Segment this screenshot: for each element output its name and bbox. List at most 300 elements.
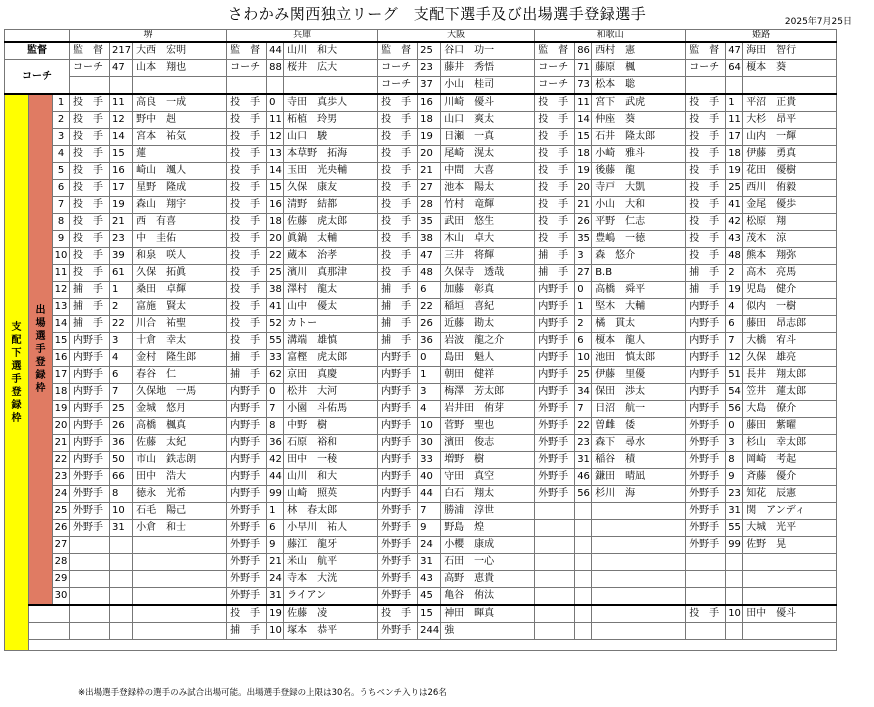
- player-name-4: [743, 623, 837, 640]
- player-number-0: [110, 623, 133, 640]
- player-name-2: 木山 卓大: [441, 231, 535, 248]
- player-name-1: 石原 裕和: [284, 435, 378, 452]
- player-number-0: 7: [110, 384, 133, 401]
- player-position-3: 投 手: [535, 163, 575, 180]
- player-name-0: [133, 623, 227, 640]
- player-number-3: 7: [575, 401, 592, 418]
- player-number-2: 10: [418, 418, 441, 435]
- player-position-4: [686, 623, 726, 640]
- player-number-2: 47: [418, 248, 441, 265]
- player-name-3: [592, 520, 686, 537]
- player-name-4: 久保 雄亮: [743, 350, 837, 367]
- coach-number-0: 47: [110, 60, 133, 77]
- player-name-2: 加藤 彰真: [441, 282, 535, 299]
- player-number-3: [575, 503, 592, 520]
- player-number-3: 25: [575, 367, 592, 384]
- player-position-3: 外野手: [535, 435, 575, 452]
- player-name-4: 大橋 宥斗: [743, 333, 837, 350]
- player-position-3: 投 手: [535, 94, 575, 112]
- player-number-1: 42: [267, 452, 284, 469]
- player-number-1: 31: [267, 588, 284, 606]
- row-number: 2: [53, 112, 70, 129]
- row-number: 15: [53, 333, 70, 350]
- player-name-2: 池本 陽太: [441, 180, 535, 197]
- player-position-2: 捕 手: [378, 333, 418, 350]
- player-name-1: 山中 優太: [284, 299, 378, 316]
- player-name-0: 十倉 幸太: [133, 333, 227, 350]
- player-name-3: [592, 623, 686, 640]
- player-number-4: 23: [726, 486, 743, 503]
- player-name-2: 三井 将輝: [441, 248, 535, 265]
- player-name-1: 寺田 真歩人: [284, 94, 378, 112]
- roster-row: [5, 401, 837, 418]
- player-name-2: 神田 暉真: [441, 605, 535, 623]
- player-number-0: 25: [110, 401, 133, 418]
- player-number-1: 10: [267, 623, 284, 640]
- player-position-4: 外野手: [686, 537, 726, 554]
- player-position-0: 捕 手: [70, 282, 110, 299]
- manager-position-1: 監 督: [227, 42, 267, 60]
- row-number: 3: [53, 129, 70, 146]
- player-number-1: 62: [267, 367, 284, 384]
- player-number-2: 3: [418, 384, 441, 401]
- player-number-3: 18: [575, 146, 592, 163]
- player-number-1: 18: [267, 214, 284, 231]
- player-position-2: 内野手: [378, 418, 418, 435]
- player-name-4: 児島 健介: [743, 282, 837, 299]
- player-position-2: 投 手: [378, 129, 418, 146]
- player-position-0: 内野手: [70, 384, 110, 401]
- player-position-2: 投 手: [378, 112, 418, 129]
- player-number-0: 50: [110, 452, 133, 469]
- roster-row: [5, 418, 837, 435]
- roster-row: [5, 231, 837, 248]
- player-name-2: 菅野 聖也: [441, 418, 535, 435]
- player-position-3: 内野手: [535, 299, 575, 316]
- player-number-4: 17: [726, 129, 743, 146]
- player-number-3: [575, 588, 592, 606]
- roster-row: [5, 571, 837, 588]
- player-position-2: 外野手: [378, 520, 418, 537]
- row-number: 6: [53, 180, 70, 197]
- player-number-1: 99: [267, 486, 284, 503]
- player-number-1: 55: [267, 333, 284, 350]
- player-name-3: 伊藤 里優: [592, 367, 686, 384]
- player-name-3: 石井 隆太郎: [592, 129, 686, 146]
- player-name-1: 溝端 雄慎: [284, 333, 378, 350]
- player-position-0: 投 手: [70, 112, 110, 129]
- player-name-2: 岩波 龍之介: [441, 333, 535, 350]
- coach-number-2: 23: [418, 60, 441, 77]
- player-position-3: 内野手: [535, 384, 575, 401]
- player-number-4: [726, 623, 743, 640]
- player-position-1: 内野手: [227, 418, 267, 435]
- row-number: 5: [53, 163, 70, 180]
- player-name-1: 米山 航平: [284, 554, 378, 571]
- player-position-2: 内野手: [378, 350, 418, 367]
- player-position-1: 外野手: [227, 571, 267, 588]
- player-name-4: 大島 僚介: [743, 401, 837, 418]
- player-name-3: 後藤 龍: [592, 163, 686, 180]
- player-name-1: 柘植 玲男: [284, 112, 378, 129]
- player-position-1: 投 手: [227, 94, 267, 112]
- player-name-2: 増野 樹: [441, 452, 535, 469]
- player-position-3: 投 手: [535, 129, 575, 146]
- player-position-1: 投 手: [227, 180, 267, 197]
- player-position-1: 投 手: [227, 197, 267, 214]
- row-number: 28: [53, 554, 70, 571]
- player-position-4: 内野手: [686, 401, 726, 418]
- roster-row: [5, 180, 837, 197]
- roster-row: [5, 316, 837, 333]
- coach-name-1: 桜井 広大: [284, 60, 378, 77]
- player-number-1: 38: [267, 282, 284, 299]
- player-number-0: 39: [110, 248, 133, 265]
- player-name-4: 藤田 昂志郎: [743, 316, 837, 333]
- registered-roster-text: 支配下選手登録枠: [11, 321, 22, 424]
- roster-row: [5, 588, 837, 606]
- active-roster-text: 出場選手登録枠: [35, 305, 46, 394]
- footnote: ※出場選手登録枠の選手のみ試合出場可能。出場選手登録の上限は30名。うちベンチ入りは26名: [78, 688, 447, 698]
- player-position-1: 投 手: [227, 214, 267, 231]
- roster-row: [5, 554, 837, 571]
- player-name-3: 池田 慎太郎: [592, 350, 686, 367]
- player-name-3: 鎌田 晴凪: [592, 469, 686, 486]
- player-name-4: 松原 翔: [743, 214, 837, 231]
- player-position-1: 投 手: [227, 112, 267, 129]
- player-position-4: [686, 588, 726, 606]
- player-name-2: 久保寺 透哉: [441, 265, 535, 282]
- player-number-4: 19: [726, 163, 743, 180]
- player-number-1: 52: [267, 316, 284, 333]
- player-position-1: 捕 手: [227, 350, 267, 367]
- player-name-3: 稲谷 積: [592, 452, 686, 469]
- player-position-2: 投 手: [378, 214, 418, 231]
- player-name-2: 日瀬 一真: [441, 129, 535, 146]
- player-number-3: 56: [575, 486, 592, 503]
- player-number-3: 21: [575, 197, 592, 214]
- player-position-3: 内野手: [535, 333, 575, 350]
- player-position-1: 投 手: [227, 299, 267, 316]
- coach-position-0: コーチ: [70, 60, 110, 77]
- player-name-3: 宮下 武虎: [592, 94, 686, 112]
- player-name-4: [743, 588, 837, 606]
- player-position-4: 投 手: [686, 129, 726, 146]
- row-number: 10: [53, 248, 70, 265]
- player-name-4: 知花 辰憲: [743, 486, 837, 503]
- coach-number-3: 71: [575, 60, 592, 77]
- player-name-1: 佐藤 虎太郎: [284, 214, 378, 231]
- player-number-1: 22: [267, 248, 284, 265]
- player-number-2: 9: [418, 520, 441, 537]
- player-number-4: 99: [726, 537, 743, 554]
- player-position-1: 内野手: [227, 435, 267, 452]
- player-position-2: 内野手: [378, 486, 418, 503]
- player-name-1: 富樫 虎太郎: [284, 350, 378, 367]
- player-name-0: 野中 赳: [133, 112, 227, 129]
- player-number-2: 35: [418, 214, 441, 231]
- player-position-1: 投 手: [227, 231, 267, 248]
- player-name-0: 石毛 陽己: [133, 503, 227, 520]
- player-name-4: 高木 亮馬: [743, 265, 837, 282]
- player-position-1: 投 手: [227, 248, 267, 265]
- player-name-3: 保田 渉太: [592, 384, 686, 401]
- player-name-3: 榎本 龍人: [592, 333, 686, 350]
- roster-row: [5, 163, 837, 180]
- player-number-0: 6: [110, 367, 133, 384]
- player-number-4: 3: [726, 435, 743, 452]
- coach-name-2: 小山 桂司: [441, 77, 535, 95]
- player-number-1: 1: [267, 503, 284, 520]
- player-number-0: 21: [110, 214, 133, 231]
- manager-position-0: 監 督: [70, 42, 110, 60]
- player-name-4: 大城 光平: [743, 520, 837, 537]
- player-number-0: 12: [110, 112, 133, 129]
- team-name-4: 姫路: [686, 30, 837, 43]
- player-number-1: 25: [267, 265, 284, 282]
- player-number-1: 44: [267, 469, 284, 486]
- player-name-2: 近藤 勘太: [441, 316, 535, 333]
- player-position-2: 外野手: [378, 571, 418, 588]
- player-number-0: 15: [110, 146, 133, 163]
- player-number-1: 33: [267, 350, 284, 367]
- player-position-2: 外野手: [378, 503, 418, 520]
- player-name-1: 久保 康友: [284, 180, 378, 197]
- player-position-4: [686, 571, 726, 588]
- player-number-3: 14: [575, 112, 592, 129]
- player-position-4: 内野手: [686, 350, 726, 367]
- row-number: 21: [53, 435, 70, 452]
- player-number-2: 0: [418, 350, 441, 367]
- player-name-1: 塚本 恭平: [284, 623, 378, 640]
- player-name-3: [592, 503, 686, 520]
- row-number: 27: [53, 537, 70, 554]
- player-name-2: 亀谷 侑汰: [441, 588, 535, 606]
- coach-position-3: コーチ: [535, 60, 575, 77]
- row-number: 13: [53, 299, 70, 316]
- player-number-4: 6: [726, 316, 743, 333]
- player-number-4: 55: [726, 520, 743, 537]
- player-position-2: 内野手: [378, 384, 418, 401]
- player-number-0: 16: [110, 163, 133, 180]
- player-name-4: 平沼 正貴: [743, 94, 837, 112]
- player-number-2: 48: [418, 265, 441, 282]
- player-number-4: 4: [726, 299, 743, 316]
- player-name-4: 西川 侑毅: [743, 180, 837, 197]
- player-number-2: 38: [418, 231, 441, 248]
- player-number-2: 27: [418, 180, 441, 197]
- player-name-0: 崎山 颯人: [133, 163, 227, 180]
- row-number: 23: [53, 469, 70, 486]
- player-name-4: 斉藤 優介: [743, 469, 837, 486]
- player-position-0: 内野手: [70, 350, 110, 367]
- player-position-1: 投 手: [227, 129, 267, 146]
- player-number-3: [575, 605, 592, 623]
- row-number: 11: [53, 265, 70, 282]
- player-position-1: 投 手: [227, 146, 267, 163]
- player-position-1: 外野手: [227, 554, 267, 571]
- player-position-2: 投 手: [378, 146, 418, 163]
- player-position-0: 内野手: [70, 367, 110, 384]
- player-number-2: 1: [418, 367, 441, 384]
- player-position-4: 投 手: [686, 605, 726, 623]
- player-position-3: 外野手: [535, 452, 575, 469]
- coach-position-3: コーチ: [535, 77, 575, 95]
- player-name-0: 久保 拓眞: [133, 265, 227, 282]
- player-number-2: 44: [418, 486, 441, 503]
- roster-row: [5, 112, 837, 129]
- player-name-1: 濱川 真那津: [284, 265, 378, 282]
- player-name-0: 高良 一成: [133, 94, 227, 112]
- player-name-3: 曽雌 倭: [592, 418, 686, 435]
- date-label: 2025年7月25日: [784, 17, 852, 27]
- player-position-0: 外野手: [70, 503, 110, 520]
- player-name-1: 松井 大河: [284, 384, 378, 401]
- player-number-3: [575, 623, 592, 640]
- row-number: 29: [53, 571, 70, 588]
- manager-number-2: 25: [418, 42, 441, 60]
- player-number-4: 48: [726, 248, 743, 265]
- player-name-0: [133, 554, 227, 571]
- player-name-3: 高橋 舜平: [592, 282, 686, 299]
- player-number-0: 4: [110, 350, 133, 367]
- player-number-2: 4: [418, 401, 441, 418]
- coach-number-3: 73: [575, 77, 592, 95]
- player-number-1: 13: [267, 146, 284, 163]
- player-position-4: [686, 554, 726, 571]
- player-position-1: 捕 手: [227, 367, 267, 384]
- player-position-4: 投 手: [686, 231, 726, 248]
- player-position-2: 外野手: [378, 588, 418, 606]
- player-number-4: 31: [726, 503, 743, 520]
- player-name-2: 野島 煌: [441, 520, 535, 537]
- player-position-3: 捕 手: [535, 265, 575, 282]
- player-position-1: 投 手: [227, 163, 267, 180]
- roster-row: [5, 248, 837, 265]
- player-position-2: 外野手: [378, 554, 418, 571]
- player-name-1: 蔵本 治孝: [284, 248, 378, 265]
- roster-row: [5, 214, 837, 231]
- player-name-3: [592, 605, 686, 623]
- player-name-2: 勝浦 淳世: [441, 503, 535, 520]
- player-position-3: 内野手: [535, 316, 575, 333]
- roster-row: [5, 265, 837, 282]
- player-number-3: 0: [575, 282, 592, 299]
- player-number-4: [726, 571, 743, 588]
- player-position-0: 投 手: [70, 248, 110, 265]
- team-name-3: 和歌山: [535, 30, 686, 43]
- manager-name-2: 谷口 功一: [441, 42, 535, 60]
- coach-number-4: 64: [726, 60, 743, 77]
- player-name-1: 清野 結都: [284, 197, 378, 214]
- player-name-1: 林 春太郎: [284, 503, 378, 520]
- player-number-2: 26: [418, 316, 441, 333]
- team-name-2: 大阪: [378, 30, 535, 43]
- manager-label: 監督: [5, 42, 70, 60]
- player-name-0: 蓮: [133, 146, 227, 163]
- coach-name-1: [284, 77, 378, 95]
- player-position-0: [70, 554, 110, 571]
- row-number: 1: [53, 94, 70, 112]
- player-name-1: 玉田 光央輔: [284, 163, 378, 180]
- roster-row: [5, 452, 837, 469]
- row-number: 19: [53, 401, 70, 418]
- player-name-3: [592, 554, 686, 571]
- roster-row: [5, 520, 837, 537]
- player-number-4: 51: [726, 367, 743, 384]
- player-position-0: 投 手: [70, 129, 110, 146]
- player-name-1: 藤江 龍牙: [284, 537, 378, 554]
- player-position-2: 捕 手: [378, 282, 418, 299]
- player-number-0: 14: [110, 129, 133, 146]
- player-number-2: 20: [418, 146, 441, 163]
- row-number: 7: [53, 197, 70, 214]
- player-position-4: 捕 手: [686, 265, 726, 282]
- player-number-0: [110, 605, 133, 623]
- player-number-2: 30: [418, 435, 441, 452]
- manager-number-1: 44: [267, 42, 284, 60]
- player-name-4: 笠井 蓮太郎: [743, 384, 837, 401]
- player-position-3: 捕 手: [535, 248, 575, 265]
- player-position-2: 投 手: [378, 180, 418, 197]
- row-number: 20: [53, 418, 70, 435]
- player-name-3: 寺戸 大凱: [592, 180, 686, 197]
- player-position-4: 投 手: [686, 146, 726, 163]
- coach-position-4: コーチ: [686, 60, 726, 77]
- player-number-4: 56: [726, 401, 743, 418]
- player-number-3: 20: [575, 180, 592, 197]
- player-position-0: 捕 手: [70, 316, 110, 333]
- player-position-0: [70, 623, 110, 640]
- player-position-1: 投 手: [227, 282, 267, 299]
- player-name-3: 森 悠介: [592, 248, 686, 265]
- player-name-3: [592, 537, 686, 554]
- player-number-4: 19: [726, 282, 743, 299]
- player-position-3: 外野手: [535, 418, 575, 435]
- player-number-0: 23: [110, 231, 133, 248]
- player-name-1: 山川 和大: [284, 469, 378, 486]
- player-position-2: 投 手: [378, 94, 418, 112]
- player-number-4: 41: [726, 197, 743, 214]
- player-position-4: 外野手: [686, 418, 726, 435]
- player-number-0: 31: [110, 520, 133, 537]
- player-position-0: [70, 605, 110, 623]
- player-name-0: 春谷 仁: [133, 367, 227, 384]
- player-position-2: 投 手: [378, 265, 418, 282]
- player-number-0: 22: [110, 316, 133, 333]
- player-name-4: 山内 一輝: [743, 129, 837, 146]
- player-name-0: 桑田 卓輝: [133, 282, 227, 299]
- coach-row: [5, 77, 837, 95]
- player-position-3: [535, 605, 575, 623]
- player-position-3: [535, 503, 575, 520]
- player-number-0: [110, 554, 133, 571]
- player-number-3: [575, 554, 592, 571]
- player-number-1: 19: [267, 605, 284, 623]
- manager-number-3: 86: [575, 42, 592, 60]
- player-number-1: 11: [267, 112, 284, 129]
- player-position-3: 投 手: [535, 231, 575, 248]
- player-name-1: 小園 斗佑馬: [284, 401, 378, 418]
- player-number-0: 8: [110, 486, 133, 503]
- player-position-4: 投 手: [686, 197, 726, 214]
- coach-name-0: 山本 翔也: [133, 60, 227, 77]
- player-name-0: [133, 588, 227, 606]
- manager-name-0: 大西 宏明: [133, 42, 227, 60]
- player-number-2: 33: [418, 452, 441, 469]
- player-position-0: 投 手: [70, 265, 110, 282]
- player-position-2: 捕 手: [378, 316, 418, 333]
